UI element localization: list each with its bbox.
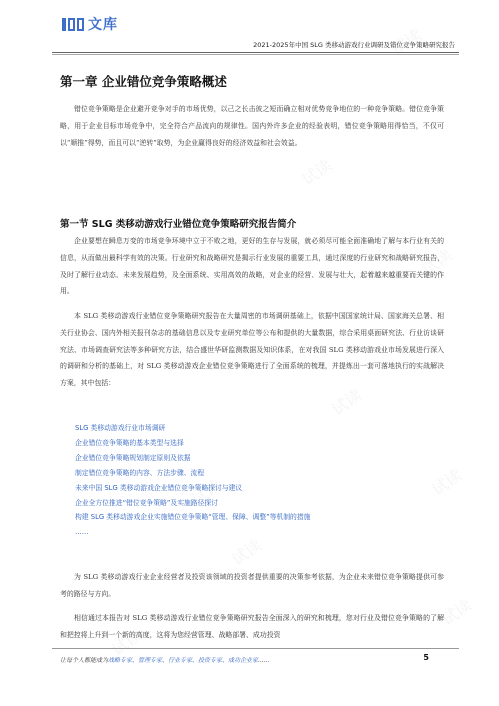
watermark: 试读 xyxy=(328,385,366,420)
paragraph-text: 相信通过本报告对 SLG 类移动游戏行业错位竞争策略研究报告全面深入的研究和梳理，您对行业及错位竞争策略的了解和把控将上升到一个新的高度，这将为您经营管理、战略部署、成功投资 xyxy=(60,614,444,639)
footer-roles: 战略专家、管理专家、行业专家、投资专家、成功企业家 xyxy=(108,657,259,664)
footer-divider xyxy=(52,648,459,649)
logo-text: 文库 xyxy=(88,17,118,33)
paragraph-text: 为 SLG 类移动游戏行业企业经营者及投资该领域的投资者提供重要的决策参考依据，为企业未来错位竞争策略提供可参考的路径与方向。 xyxy=(60,573,444,598)
paragraph-conclusion xyxy=(60,610,444,644)
header-divider-thin xyxy=(52,54,459,55)
paragraph-overview xyxy=(60,101,444,151)
header-divider xyxy=(52,52,459,53)
watermark: 试读 xyxy=(428,465,466,500)
watermark: 试读 xyxy=(298,155,336,190)
list-item[interactable]: 制定错位竞争策略的内容、方法步骤、流程 xyxy=(75,468,205,477)
footer-prefix: 让每个人都能成为 xyxy=(60,657,109,664)
watermark: 试读 xyxy=(438,595,476,630)
logo-icon xyxy=(62,18,84,31)
page-header xyxy=(0,0,499,62)
paragraph-method xyxy=(60,308,444,392)
chapter-title: 第一章 企业错位竞争策略概述 xyxy=(60,74,227,89)
section-title: 第一节 SLG 类移动游戏行业错位竞争策略研究报告简介 xyxy=(60,219,297,230)
list-item[interactable]: 企业错位竞争策略的基本类型与选择 xyxy=(75,438,184,447)
watermark: 试读 xyxy=(388,25,426,60)
watermark: 试读 xyxy=(418,245,456,280)
list-item[interactable]: 企业错位竞争策略规划制定原则及依据 xyxy=(75,453,191,462)
report-title: 2021-2025年中国 SLG 类移动游戏行业调研及错位竞争策略研究报告 xyxy=(253,41,455,49)
list-ellipsis: …… xyxy=(75,528,89,537)
logo xyxy=(62,14,118,34)
contents-list xyxy=(75,421,435,540)
list-item[interactable]: 未来中国 SLG 类移动游戏企业错位竞争策略探讨与建议 xyxy=(75,483,243,492)
paragraph-purpose xyxy=(60,569,444,603)
list-item[interactable]: 构建 SLG 类移动游戏企业实施错位竞争策略“管理、保障、调整”等机制的措施 xyxy=(75,513,311,522)
list-item[interactable]: SLG 类移动游戏行业市场调研 xyxy=(75,424,166,432)
footer-suffix: …… xyxy=(258,657,271,664)
watermark: 试读 xyxy=(188,475,226,510)
list-item[interactable]: 企业全方位推进“错位竞争策略”及实施路径探讨 xyxy=(75,498,218,507)
paragraph-intro xyxy=(60,233,444,300)
paragraph-text: 企业要想在瞬息万变的市场竞争环境中立于不败之地，更好的生存与发展，就必须尽可能全面准确地了解与本行业有关的信息，从而做出最科学有效的决策。行业研究和战略研究是揭示行业发展的重要工具，通过深度的行业研究和战略研究报告，及时了解行业动态、未来发展趋势，及全面系统、实用高效的战略，对企业的经营、发展与壮大，起着越来越重要而关键的作用。 xyxy=(60,237,444,296)
watermark: 试读 xyxy=(228,535,266,570)
paragraph-text: 错位竞争策略是企业避开竞争对手的市场优势，以己之长击彼之短而确立相对优势竞争地位的一种竞争策略。错位竞争策略，用于企业目标市场竞争中，完全符合产品流向的规律性。国内外许多企业的经验表明，错位竞争策略用得恰当，不仅可以“顺推”得势，而且可以“逆转”取势，为企业赢得良好的经济效益和社会效益。 xyxy=(60,105,444,147)
page-number: 5 xyxy=(423,653,429,662)
watermark: 试读 xyxy=(108,625,146,660)
footer-slogan xyxy=(60,655,270,664)
paragraph-text: 本 SLG 类移动游戏行业错位竞争策略研究报告在大量周密的市场调研基础上，依据中国国家统计局、国家海关总署、相关行业协会、国内外相关报刊杂志的基础信息以及专业研究单位等公布和提供的大量数据，综合采用桌面研究法、行业访谈研究法、市场调查研究法等多种研究方法，结合盛世华研监测数据及知识体系，在对我国 SLG 类移动游戏业市场发展进行深入的调研和分析的基础上，对 SLG 类移动游戏企业错位竞争策略进行了全面系统的梳理，并提炼出一套可落地执行的实战解决方案，其中包括： xyxy=(60,312,444,388)
